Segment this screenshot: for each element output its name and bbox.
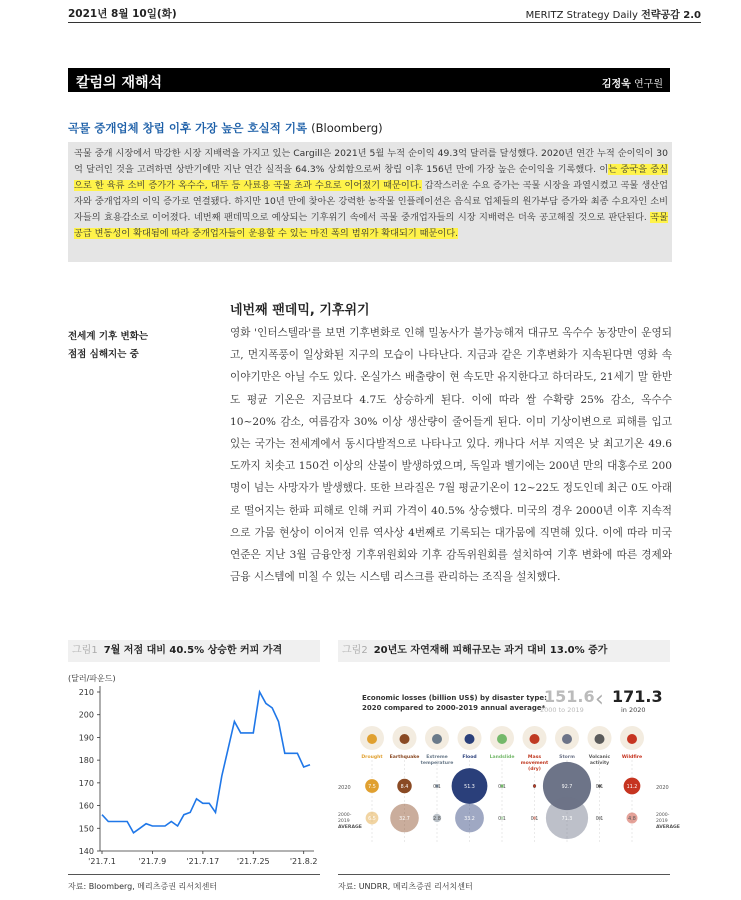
x-tick-label: '21.7.1 — [88, 857, 116, 866]
section-title: 칼럼의 재해석 — [76, 75, 163, 91]
y-tick-label: 160 — [78, 801, 94, 811]
disaster-icon-glyph — [627, 734, 637, 744]
header-divider — [68, 22, 701, 23]
infographic-caption-1: Economic losses (billion US$) by disaster type: — [362, 694, 547, 702]
disaster-icon-glyph — [367, 734, 377, 744]
row-label-avg-right-2: 2019 — [656, 819, 668, 824]
disaster-loss-infographic — [338, 668, 680, 868]
disaster-name: temperature — [420, 761, 454, 766]
figure1-header — [68, 640, 320, 662]
total-old-label: 2000 to 2019 — [540, 706, 584, 714]
bubble-average-value: 71.3 — [561, 817, 573, 822]
row-label-avg-right-3: AVERAGE — [656, 825, 680, 830]
report-name: 전략공감 2.0 — [641, 10, 701, 21]
bubble-2020-value: 7.5 — [368, 785, 376, 790]
disaster-name: Flood — [462, 755, 477, 760]
article-title-text: 곡물 중개업체 창립 이후 가장 높은 호실적 기록 — [68, 121, 308, 135]
y-tick-label: 140 — [78, 847, 94, 856]
bubble-average-value: 0.1 — [595, 817, 604, 822]
infographic-caption-2: 2020 compared to 2000-2019 annual average* — [362, 704, 546, 712]
figure2-number: 그림2 — [342, 645, 368, 656]
summary-part-2: 갑작스러운 수요 증가는 곡물 시장을 과열시켰고 곡물 생산업자와 중개업자의 이익 증가로 연결됐다. 하지만 10년 만에 찾아온 강력한 농작물 인플레이션은 음식료 업체들의 원가부담 증가와 최종 수요자인 소비자들의 효용감소로 이어졌다. 네번째 팬데믹으로 예상되는 기후위기 속에서 곡물 중개업자들의 시장 지배력은 더욱 공고해질 것으로 판단된다. — [74, 180, 669, 224]
disaster-name: (dry) — [528, 767, 541, 772]
disaster-icon-glyph — [595, 734, 605, 744]
bubble-2020-value: 8.4 — [400, 785, 409, 790]
header-publication — [526, 6, 701, 21]
disaster-name: Storm — [559, 755, 575, 760]
figure2-header — [338, 640, 670, 662]
article-title — [68, 120, 383, 136]
bubble-2020-value: 0.1 — [498, 785, 506, 790]
bubble-average-value: 33.2 — [464, 817, 475, 822]
coffee-price-chart — [68, 668, 320, 870]
x-tick-label: '21.7.25 — [236, 857, 270, 866]
figure2-rule — [338, 874, 670, 875]
disaster-name: Wildfire — [621, 755, 643, 760]
side-note-line-2: 점점 심해지는 중 — [68, 349, 139, 360]
summary-highlight-2: 곡물 공급 변동성이 확대됨에 따라 중개업자들이 운용할 수 있는 마진 폭의 범위가 확대되기 때문이다. — [74, 212, 668, 240]
y-tick-label: 150 — [78, 824, 94, 834]
y-tick-label: 200 — [78, 710, 94, 720]
disaster-icon-glyph — [400, 734, 410, 744]
author-name: 김정욱 — [601, 79, 631, 90]
bubble-2020-value: 51.3 — [464, 785, 475, 790]
header-date: 2021년 8월 10일(화) — [68, 8, 177, 20]
coffee-price-line — [102, 692, 310, 833]
row-label-2020: 2020 — [338, 785, 351, 791]
author-title: 연구원 — [634, 79, 663, 90]
main-subhead: 네번째 팬데믹, 기후위기 — [230, 303, 370, 318]
y-axis-label: (달러/파운드) — [68, 674, 116, 683]
section-author — [602, 75, 663, 90]
figure1-rule — [68, 874, 320, 875]
bubble-2020-value: 0.1 — [433, 785, 441, 790]
bubble-average-value: 0.1 — [498, 817, 506, 822]
disaster-name: movement — [520, 761, 549, 766]
y-tick-label: 210 — [78, 688, 94, 697]
body-text: 영화 '인터스텔라'를 보면 기후변화로 인해 밀농사가 불가능해져 대규모 옥수수 농장만이 운영되고, 먼지폭풍이 일상화된 지구의 모습이 나타난다. 지금과 같은 기후변화가 지속된다면 영화 속 이야기만은 아닐 수도 있다. 온실가스 배출량이 현 속도만 유지한다고 하더라도, 21세기 말 한반도 평균 기온은 지금보다 4.7도 상승하게 된다. 이에 따라 쌀 수확량 25% 감소, 옥수수 10~20% 감소, 여름감자 30% 이상 생산량이 줄어들게 된다. 이미 기상이변으로 피해를 입고 있는 국가는 전세계에서 동시다발적으로 나타나고 있다. 캐나다 서부 지역은 낮 최고기온 49.6도까지 치솟고 150건 이상의 산불이 발생하였으며, 독일과 벨기에는 200년 만의 대홍수로 200명이 넘는 사망자가 발생했다. 또한 브라질은 7월 평균기온이 12~22도 정도인데 최근 0도 아래로 떨어지는 한파 피해로 인해 커피 가격이 40.5% 상승했다. 미국의 경우 2000년 이후 지속적으로 가뭄 현상이 이어져 인류 역사상 4번째로 기록되는 대가뭄에 직면해 있다. 이에 따라 미국 연준은 지난 3월 금융안정 기후위원회와 기후 감독위원회를 설치하여 기후 변화에 따른 경제와 금융 시스템에 미칠 수 있는 시스템 리스크를 관리하는 조직을 설치했다. — [230, 327, 672, 584]
row-label-avg-2: 2019 — [338, 819, 350, 824]
bubble-2020-value: 11.2 — [626, 785, 638, 790]
figure2-source: 자료: UNDRR, 메리츠증권 리서치센터 — [338, 882, 473, 891]
disaster-icon-glyph — [530, 734, 540, 744]
compare-chevron: ‹ — [595, 687, 604, 712]
bubble-average-value: 0.1 — [530, 817, 539, 822]
article-source: (Bloomberg) — [311, 121, 383, 135]
bubble-2020-value: 0 — [532, 785, 537, 790]
total-new: 171.3 — [612, 687, 663, 706]
x-tick-label: '21.7.17 — [186, 857, 220, 866]
x-tick-label: '21.7.9 — [138, 857, 167, 866]
bubble-average-value: 6.5 — [368, 817, 376, 822]
bubble-average-value: 2.8 — [433, 817, 441, 822]
disaster-icon-glyph — [432, 734, 442, 744]
disaster-name: Earthquake — [389, 755, 420, 760]
y-tick-label: 180 — [78, 756, 94, 766]
bubble-average-value: 4.8 — [628, 817, 636, 822]
x-tick-label: '21.8.2 — [289, 857, 318, 866]
side-note-line-1: 전세계 기후 변화는 — [68, 331, 149, 342]
bubble-2020-value: 92.7 — [561, 785, 573, 790]
disaster-name: Landslide — [489, 755, 515, 760]
disaster-name: Volcanic — [588, 755, 611, 760]
row-label-avg-1: 2000- — [338, 813, 352, 818]
disaster-name: Extreme — [426, 755, 448, 760]
figure1-number: 그림1 — [72, 645, 98, 656]
bubble-average-value: 32.7 — [399, 817, 410, 822]
y-tick-label: 190 — [78, 733, 94, 743]
summary-text — [74, 146, 668, 243]
figure1-title: 7월 저점 대비 40.5% 상승한 커피 가격 — [103, 645, 283, 656]
figure1-source: 자료: Bloomberg, 메리츠증권 리서치센터 — [68, 882, 218, 891]
figure2-title: 20년도 자연재해 피해규모는 과거 대비 13.0% 증가 — [373, 645, 608, 656]
row-label-2020-right: 2020 — [656, 785, 669, 791]
disaster-icon-glyph — [497, 734, 507, 744]
disaster-icon-glyph — [465, 734, 475, 744]
total-old: 151.6 — [544, 687, 595, 706]
publisher-name: MERITZ Strategy Daily — [525, 10, 638, 21]
total-new-label: in 2020 — [621, 706, 646, 714]
disaster-icon-glyph — [562, 734, 572, 744]
side-note — [68, 328, 148, 364]
disaster-name: Mass — [527, 755, 542, 760]
summary-highlight-1: 는 중국을 중심으로 한 육류 소비 증가가 옥수수, 대두 등 사료용 곡물 초과 수요로 이어졌기 때문이다. — [74, 164, 668, 192]
y-tick-label: 170 — [78, 778, 94, 788]
disaster-name: Drought — [361, 755, 383, 760]
disaster-name: activity — [589, 761, 610, 766]
row-label-avg-3: AVERAGE — [338, 825, 362, 830]
row-label-avg-right-1: 2000- — [656, 813, 670, 818]
bubble-2020-value: 0.1 — [595, 785, 604, 790]
summary-part-1: 곡물 중개 시장에서 막강한 시장 지배력을 가지고 있는 Cargill은 2021년 5월 누적 순이익 49.3억 달러를 달성했다. 2020년 연간 누적 순이익이 30억 달러인 것을 고려하면 상반기에만 지난 연간 실적을 64.3% 상회함으로써 창립 이후 156년 만에 가장 높은 순이익을 기록했다. 이 — [74, 148, 668, 176]
